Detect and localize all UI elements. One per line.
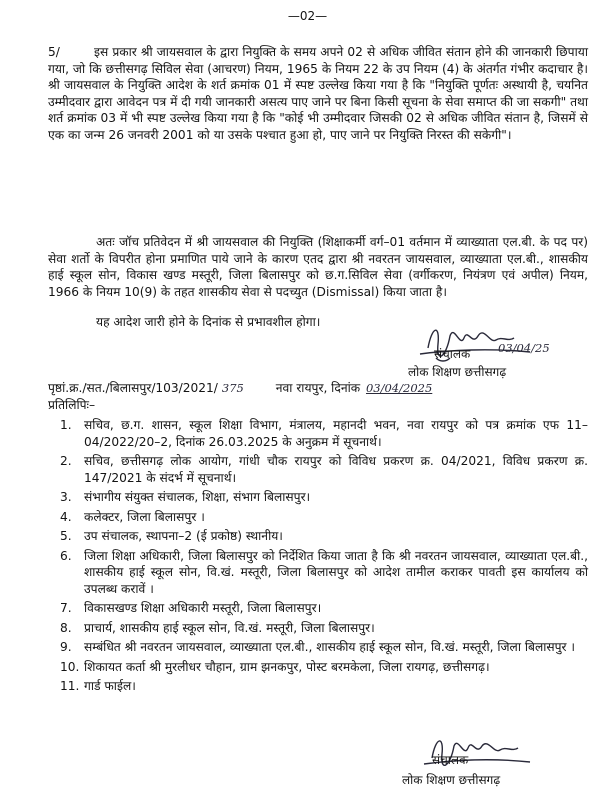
signature-scribble (380, 318, 580, 366)
signature-date: 03/04/25 (498, 341, 550, 355)
paragraph-number: 5/ (48, 45, 60, 59)
list-item: 10. शिकायत कर्ता श्री मुरलीधर चौहान, ग्राम झनकपुर, पोस्ट बरमकेला, जिला रायगढ़, छत्तीसगढ़। (60, 659, 490, 674)
signature-designation: संचालक (432, 753, 469, 767)
list-item: 4. कलेक्टर, जिला बिलासपुर । (60, 509, 205, 524)
list-item: 1. सचिव, छ.ग. शासन, स्कूल शिक्षा विभाग, मंत्रालय, महानदी भवन, नवा रायपुर को पत्र क्रमांक एफ 11–04/2022/20–2, दिनांक 26.03.2025 के अनुक्रम में सूचनार्थ। (60, 418, 588, 449)
list-item: 6. जिला शिक्षा अधिकारी, जिला बिलासपुर को निर्देशित किया जाता है कि श्री नवरतन जायसवाल, व्याख्याता एल.बी., शासकीय हाई स्कूल सोन, वि.खं. मस्तूरी, जिला बिलासपुर को आदेश तामील कराकर पावती इस कार्यालय को उपलब्ध करावें । (60, 548, 588, 596)
order-paragraph-text: अतः जॉच प्रतिवेदन में श्री जायसवाल की नियुक्ति (शिक्षाकर्मी वर्ग–01 वर्तमान में व्याख्याता एल.बी. के पद पर) सेवा शर्तो के विपरीत होना प्रमाणित पाये जाने के कारण एतद द्वारा श्री नवरतन जायसवाल, व्याख्याता एल.बी., शासकीय हाई स्कूल सोन, विकास खण्ड मस्तूरी, जिला बिलासपुर को छ.ग.सिविल सेवा (वर्गीकरण, नियंत्रण एवं अपील) नियम, 1966 के नियम 10(9) के तहत शासकीय सेवा से पदच्युत (Dismissal) किया जाता है। (48, 235, 588, 299)
effective-paragraph-text: यह आदेश जारी होने के दिनांक से प्रभावशील होगा। (96, 315, 321, 329)
copy-list (48, 417, 588, 698)
paragraph-5 (48, 44, 588, 143)
list-item: 9. सम्बंधित श्री नवरतन जायसवाल, व्याख्याता एल.बी., शासकीय हाई स्कूल सोन, वि.खं. मस्तूरी, जिला बिलासपुर । (60, 640, 576, 654)
signature-scribble (380, 730, 580, 776)
list-item: 8. प्राचार्य, शासकीय हाई स्कूल सोन, वि.खं. मस्तूरी, जिला बिलासपुर। (60, 620, 375, 635)
place-date-label: नवा रायपुर, दिनांक (275, 381, 361, 395)
order-paragraph (48, 234, 588, 300)
reference-number-label: पृष्ठां.क्र./सत./बिलासपुर/103/2021/ (48, 381, 218, 395)
page-number: —02— (287, 9, 328, 23)
reference-number-handwritten: 375 (221, 381, 244, 395)
endorsement-line (48, 380, 588, 397)
list-item: 3. संभागीय संयुक्त संचालक, शिक्षा, संभाग बिलासपुर। (60, 490, 311, 504)
signature-office: लोक शिक्षण छत्तीसगढ़ (402, 773, 501, 787)
copy-heading: प्रतिलिपिः– (48, 398, 96, 412)
signature-block-2 (380, 730, 580, 800)
list-item: 2. सचिव, छत्तीसगढ़ लोक आयोग, गांधी चौक रायपुर को विविध प्रकरण क्र. 04/2021, विविध प्रकरण क्र. 147/2021 के संदर्भ में सूचनार्थ। (60, 454, 588, 485)
list-item: 7. विकासखण्ड शिक्षा अधिकारी मस्तूरी, जिला बिलासपुर। (60, 601, 322, 615)
signature-office: लोक शिक्षण छत्तीसगढ़ (408, 365, 507, 379)
signature-designation: संचालक (434, 347, 471, 361)
list-item: 11. गार्ड फाईल। (60, 679, 136, 693)
date-handwritten: 03/04/2025 (365, 381, 433, 395)
signature-block-1 (380, 318, 580, 388)
paragraph-5-text: इस प्रकार श्री जायसवाल के द्वारा नियुक्ति के समय अपने 02 से अधिक जीवित संतान होने की जानकारी छिपाया गया, जो कि छत्तीसगढ़ सिविल सेवा (आचरण) नियम, 1965 के नियम 22 के उप नियम (4) के अंतर्गत गंभीर कदाचार है। श्री जायसवाल के नियुक्ति आदेश के शर्त क्रमांक 01 में स्पष्ट उल्लेख किया गया है कि "नियुक्ति पूर्णतः अस्थायी है, चयनित उम्मीदवार द्वारा आवेदन पत्र में दी गयी जानकारी असत्य पाए जाने पर बिना किसी सूचना के सेवा समाप्त की जा सकगी" तथा शर्त क्रमांक 03 में भी स्पष्ट उल्लेख किया गया है कि "कोई भी उम्मीदवार जिसकी 02 से अधिक जीवित संतान है, जिसमें से एक का जन्म 26 जनवरी 2001 को या उसके पश्चात हुआ हो, पाए जाने पर नियुक्ति निरस्त की सकेगी"। (48, 45, 588, 142)
list-item: 5. उप संचालक, स्थापना–2 (ई प्रकोष्ठ) स्थानीय। (60, 529, 283, 543)
